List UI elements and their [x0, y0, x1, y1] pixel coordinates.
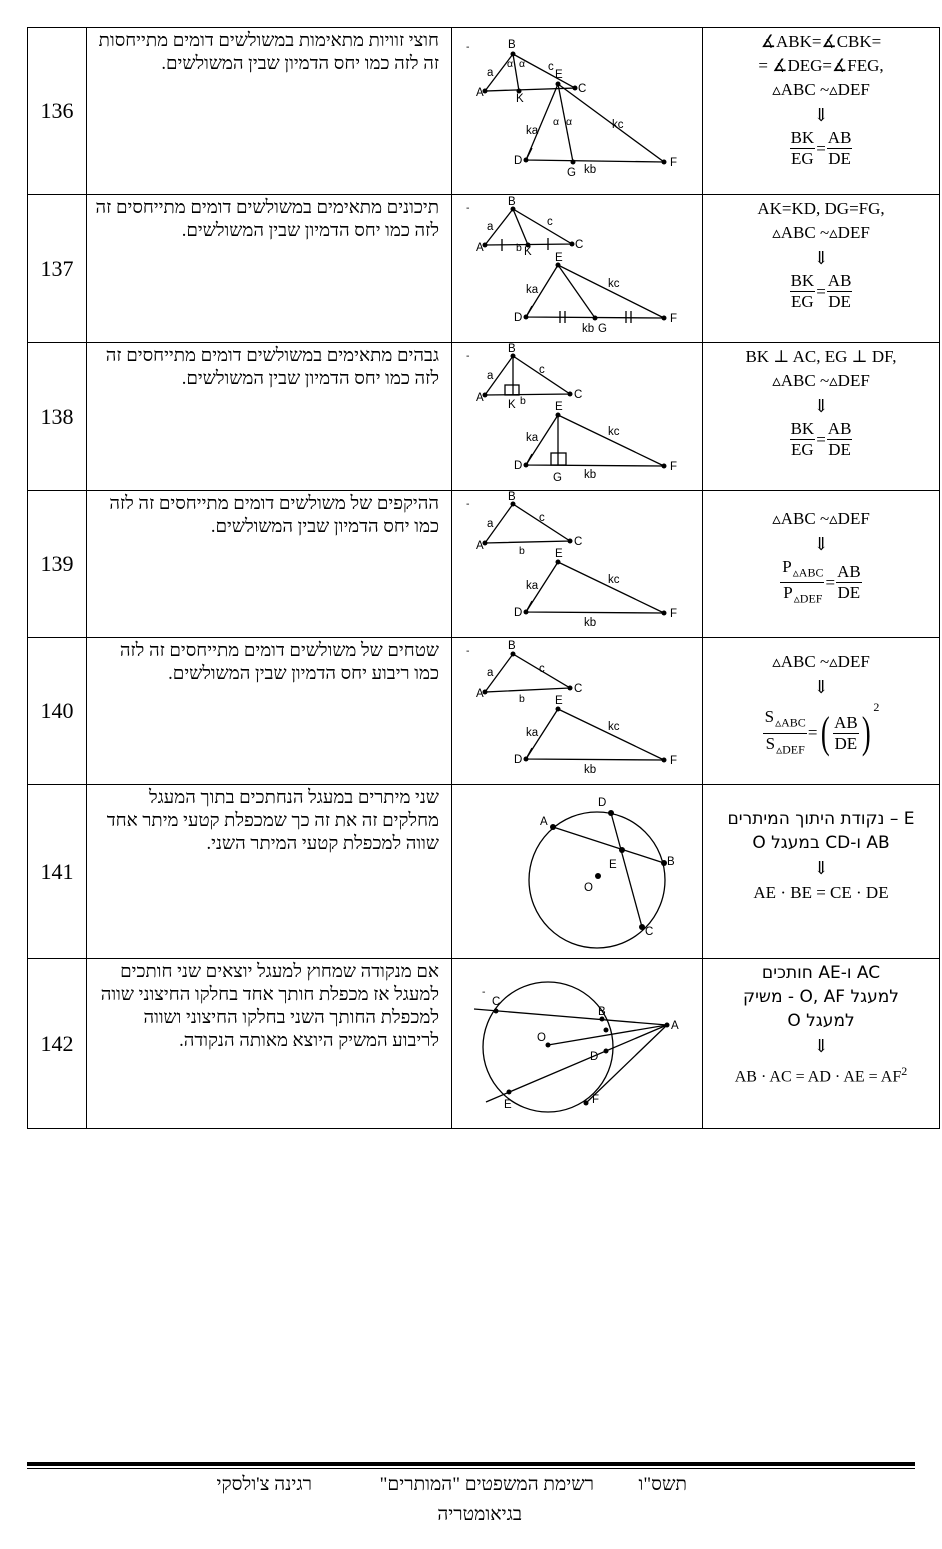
formula-cell [703, 638, 940, 785]
theorem-text: חוצי זוויות מתאימות במשולשים דומים מתייחסות זה לזה כמו יחס הדמיון שבין המשולשים. [87, 28, 452, 195]
dash-mark: - [466, 350, 470, 362]
label-c: c [548, 61, 554, 73]
label-c: c [547, 216, 553, 228]
label-b: b [520, 395, 526, 407]
denominator: P [783, 583, 793, 603]
label-a: a [487, 221, 494, 233]
dash-mark: - [466, 645, 470, 657]
diagram-cell [452, 959, 703, 1129]
theorem-text: אם מנקודה שמחוץ למעגל יוצאים שני חותכים למעגל אז מכפלת חותך אחד בחלקו החיצוני שווה למכפלת החותך השני בחלקו החיצוני ושווה לריבוע המשיק היוצא מאותה הנקודה. [87, 959, 452, 1129]
denominator: DE [828, 292, 851, 311]
alpha-right-2: α [566, 116, 573, 128]
similarity-statement: ▵ABC ~▵DEF [772, 223, 870, 242]
diagram-cell [452, 638, 703, 785]
label-c: c [539, 364, 545, 376]
numerator: AB [834, 712, 858, 732]
label-ka: ka [526, 727, 539, 739]
label-c: c [539, 512, 545, 524]
diagram-cell [452, 785, 703, 959]
label-E: E [504, 1099, 512, 1111]
label-C: C [574, 389, 583, 401]
label-kc: kc [608, 574, 620, 586]
label-E: E [609, 859, 617, 871]
label-E: E [555, 548, 563, 560]
row-number: 141 [28, 785, 87, 959]
theorem-text: שני מיתרים במעגל הנחתכים בתוך המעגל מחלקים זה את זה כך שמכפלת קטעי מיתר אחד שווה למכפלת קטעי המיתר השני. [87, 785, 452, 959]
footer-title: רשימת המשפטים "המותרים" [379, 1474, 594, 1495]
label-A: A [476, 392, 484, 404]
label-D: D [514, 460, 523, 472]
diagram-cell [452, 491, 703, 638]
denominator: EG [791, 292, 814, 311]
label-D: D [514, 607, 523, 619]
label-kb: kb [584, 764, 597, 776]
formula-line: BK ⊥ AC, EG ⊥ DF, [745, 347, 897, 366]
denominator: EG [791, 149, 814, 168]
subscript: ▵DEF [793, 591, 823, 606]
formula-cell [703, 785, 940, 959]
label-C: C [578, 83, 587, 95]
result-text: AB · AC = AD · AE = AF [734, 1068, 902, 1086]
label-C: C [645, 926, 654, 938]
label-F: F [592, 1094, 600, 1106]
label-B: B [508, 39, 516, 51]
numerator: AB [827, 271, 852, 290]
altitude-diagram [452, 343, 702, 490]
subscript: ▵ABC [792, 565, 824, 580]
label-O: O [584, 882, 593, 894]
formula-cell [703, 28, 940, 195]
table-row [28, 785, 940, 959]
label-kc: kc [612, 119, 624, 131]
label-G: G [598, 323, 607, 335]
label-A: A [476, 242, 484, 254]
condition-line: AB ו-CD במעגל O [752, 833, 890, 853]
label-a: a [487, 667, 494, 679]
label-B: B [508, 491, 516, 503]
dash-mark: - [466, 498, 470, 510]
condition-line: למעגל O [787, 1011, 855, 1031]
numerator: AB [827, 419, 852, 438]
label-C: C [574, 683, 583, 695]
label-kb: kb [582, 323, 595, 335]
alpha-right: α [519, 58, 526, 70]
label-A: A [540, 816, 548, 828]
area-diagram [452, 638, 702, 784]
theorem-text: שטחים של משולשים דומים מתייחסים זה לזה כמו ריבוע יחס הדמיון שבין המשולשים. [87, 638, 452, 785]
table-row [28, 638, 940, 785]
label-F: F [670, 157, 678, 169]
similarity-statement: ▵ABC ~▵DEF [772, 371, 870, 390]
numerator: AB [827, 128, 852, 147]
table-row [28, 343, 940, 491]
condition-line: E – נקודת היתוך המיתרים [727, 809, 915, 829]
row-number: 140 [28, 638, 87, 785]
condition-line: AC ו-AE חותכים [761, 963, 881, 983]
numerator: AB [837, 562, 861, 582]
label-D: D [598, 797, 607, 809]
row-number: 139 [28, 491, 87, 638]
perimeter-diagram [452, 491, 702, 637]
formula-line: AK=KD, DG=FG, [757, 199, 885, 218]
table-row [28, 28, 940, 195]
exponent: 2 [901, 1064, 908, 1078]
denominator: DE [837, 583, 861, 603]
theorems-table [27, 27, 940, 1129]
theorem-text: גבהים מתאימים במשולשים דומים מתייחסים זה לזה כמו יחס הדמיון שבין המשולשים. [87, 343, 452, 491]
ratio-formula: $\frac{P_{▵ABC}}{P_{▵DEF}}$ = $\frac{AB}{DE}$ [782, 557, 861, 606]
alpha-left: α [507, 58, 514, 70]
label-E: E [555, 401, 563, 413]
ratio-formula: $\frac{S_{▵ABC}}{S_{▵DEF}}$ =( $\frac{AB}{DE}$ )$^2$ [764, 700, 880, 758]
denominator: DE [828, 440, 851, 459]
denominator: S [765, 733, 776, 753]
label-B: B [508, 343, 516, 355]
label-D: D [514, 312, 523, 324]
label-A: A [476, 688, 484, 700]
subscript: ▵DEF [776, 741, 805, 756]
median-diagram [452, 195, 702, 342]
label-D: D [514, 155, 523, 167]
implies-arrow-icon: ⇓ [813, 534, 829, 554]
numerator: S [764, 707, 775, 727]
row-number: 138 [28, 343, 87, 491]
label-F: F [670, 313, 678, 325]
similarity-statement: ▵ABC ~▵DEF [772, 80, 870, 99]
numerator: BK [790, 128, 815, 147]
footer-subject: בגיאומטריה [437, 1504, 522, 1525]
angle-bisector-diagram [452, 28, 702, 194]
condition-line: למעגל O, AF - משיק [743, 987, 899, 1007]
numerator: BK [790, 271, 815, 290]
ratio-formula: $\frac{BK}{EG}$ = $\frac{AB}{DE}$ [790, 271, 852, 311]
table-row [28, 491, 940, 638]
denominator: DE [834, 733, 858, 753]
implies-arrow-icon: ⇓ [813, 858, 829, 878]
label-a: a [487, 370, 494, 382]
formula-cell [703, 491, 940, 638]
footer-year: תשס"ו [638, 1474, 687, 1495]
dash-mark: - [482, 986, 486, 998]
label-C: C [492, 996, 501, 1008]
row-number: 137 [28, 195, 87, 343]
intersecting-chords-diagram [452, 785, 702, 958]
diagram-cell [452, 343, 703, 491]
subscript: ▵ABC [775, 715, 806, 730]
label-a: a [487, 67, 494, 79]
label-F: F [670, 755, 678, 767]
label-B: B [508, 196, 516, 208]
diagram-cell [452, 195, 703, 343]
implies-arrow-icon: ⇓ [813, 677, 829, 697]
label-kb: kb [584, 164, 597, 176]
exponent: 2 [873, 700, 880, 714]
label-F: F [670, 608, 678, 620]
footer-divider [27, 1462, 915, 1469]
label-A: A [476, 87, 484, 99]
label-D: D [514, 754, 523, 766]
numerator: P [782, 557, 792, 576]
formula-line: = ∡DEG=∡FEG, [758, 56, 884, 75]
label-A: A [671, 1020, 679, 1032]
implies-arrow-icon: ⇓ [813, 396, 829, 416]
label-ka: ka [526, 432, 539, 444]
label-kc: kc [608, 278, 620, 290]
table-row [28, 195, 940, 343]
label-G: G [567, 167, 576, 179]
diagram-cell [452, 28, 703, 195]
label-kc: kc [608, 426, 620, 438]
label-kb: kb [584, 469, 597, 481]
label-kc: kc [608, 721, 620, 733]
numerator: BK [790, 419, 815, 438]
theorem-text: תיכונים מתאימים במשולשים דומים מתייחסים זה לזה כמו יחס הדמיון שבין המשולשים. [87, 195, 452, 343]
label-F: F [670, 461, 678, 473]
label-E: E [555, 252, 563, 264]
label-K: K [524, 246, 532, 258]
label-C: C [575, 239, 584, 251]
result-formula [703, 1059, 939, 1089]
label-ka: ka [526, 284, 539, 296]
label-b: b [519, 693, 525, 705]
similarity-statement: ▵ABC ~▵DEF [772, 509, 870, 528]
label-E: E [555, 695, 563, 707]
label-c: c [539, 663, 545, 675]
label-B: B [598, 1006, 606, 1018]
dash-mark: - [466, 202, 470, 214]
theorem-text: ההיקפים של משולשים דומים מתייחסים זה לזה כמו יחס הדמיון שבין המשולשים. [87, 491, 452, 638]
label-B: B [508, 640, 516, 652]
result-formula: AE · BE = CE · DE [753, 883, 889, 902]
label-ka: ka [526, 125, 539, 137]
formula-cell [703, 959, 940, 1129]
implies-arrow-icon: ⇓ [813, 248, 829, 268]
ratio-formula: $\frac{BK}{EG}$ = $\frac{AB}{DE}$ [790, 419, 852, 459]
label-B: B [667, 856, 675, 868]
label-K: K [516, 93, 524, 105]
table-row [28, 959, 940, 1129]
row-number: 142 [28, 959, 87, 1129]
footer-author: רגינה צ'ולסקי [216, 1474, 312, 1495]
row-number: 136 [28, 28, 87, 195]
dash-mark: - [466, 41, 470, 53]
label-b: b [516, 242, 522, 254]
label-O: O [537, 1032, 546, 1044]
label-K: K [508, 399, 516, 411]
label-a: a [487, 518, 494, 530]
label-E: E [555, 69, 563, 81]
secants-tangent-diagram [452, 959, 702, 1128]
label-ka: ka [526, 580, 539, 592]
label-kb: kb [584, 617, 597, 629]
denominator: DE [828, 149, 851, 168]
ratio-formula: $\frac{BK}{EG}$ = $\frac{AB}{DE}$ [790, 128, 852, 168]
alpha-left-2: α [553, 116, 560, 128]
label-b: b [519, 545, 525, 557]
label-A: A [476, 540, 484, 552]
label-D: D [590, 1051, 599, 1063]
denominator: EG [791, 440, 814, 459]
similarity-statement: ▵ABC ~▵DEF [772, 652, 870, 671]
label-C: C [574, 536, 583, 548]
implies-arrow-icon: ⇓ [813, 105, 829, 125]
formula-cell [703, 343, 940, 491]
implies-arrow-icon: ⇓ [813, 1036, 829, 1056]
formula-line: ∡ABK=∡CBK= [760, 32, 882, 51]
label-G: G [553, 472, 562, 484]
formula-cell [703, 195, 940, 343]
